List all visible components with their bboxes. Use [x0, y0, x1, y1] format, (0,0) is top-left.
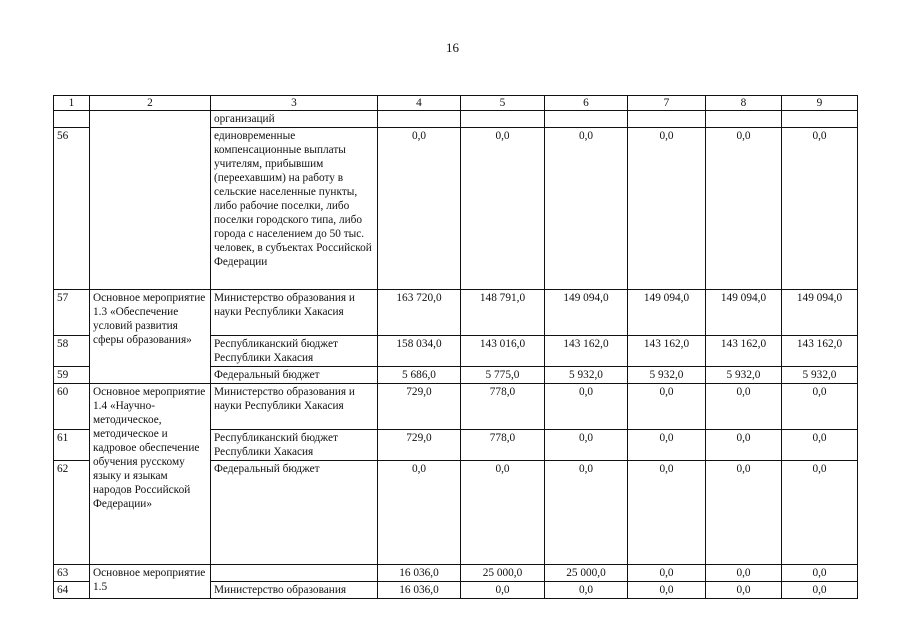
header-cell: 4 [378, 96, 461, 111]
header-cell: 5 [461, 96, 545, 111]
page-number: 16 [446, 40, 459, 55]
value-cell: 163 720,0 [378, 290, 461, 336]
value-cell: 0,0 [706, 582, 782, 599]
value-cell: 0,0 [782, 128, 858, 290]
row-number-cell: 61 [54, 430, 90, 461]
value-cell: 0,0 [706, 461, 782, 565]
value-cell: 0,0 [706, 128, 782, 290]
value-cell: 0,0 [628, 582, 706, 599]
value-cell: 148 791,0 [461, 290, 545, 336]
header-cell: 2 [90, 96, 211, 111]
value-cell: 143 162,0 [628, 336, 706, 367]
value-cell: 0,0 [628, 384, 706, 430]
value-cell: 0,0 [706, 430, 782, 461]
source-cell: Министерство образования и науки Республики Хакасия [211, 290, 378, 336]
value-cell: 5 932,0 [782, 367, 858, 384]
value-cell: 0,0 [545, 384, 628, 430]
value-cell: 143 016,0 [461, 336, 545, 367]
row-number-cell: 58 [54, 336, 90, 367]
value-cell: 0,0 [706, 384, 782, 430]
value-cell: 158 034,0 [378, 336, 461, 367]
table-row [54, 290, 858, 336]
value-cell: 16 036,0 [378, 582, 461, 599]
value-cell: 0,0 [782, 430, 858, 461]
value-cell: 0,0 [782, 582, 858, 599]
header-cell: 6 [545, 96, 628, 111]
source-cell: Министерство образования и науки Республики Хакасия [211, 384, 378, 430]
value-cell: 149 094,0 [706, 290, 782, 336]
value-cell: 729,0 [378, 384, 461, 430]
table-row [54, 128, 858, 290]
value-cell: 0,0 [545, 582, 628, 599]
row-number-cell: 62 [54, 461, 90, 565]
value-cell: 25 000,0 [461, 565, 545, 582]
source-cell: Республиканский бюджет Республики Хакасия [211, 430, 378, 461]
row-number-cell: 59 [54, 367, 90, 384]
value-cell: 0,0 [378, 461, 461, 565]
header-cell: 7 [628, 96, 706, 111]
value-cell: 149 094,0 [628, 290, 706, 336]
table-row [54, 384, 858, 430]
value-cell: 149 094,0 [782, 290, 858, 336]
value-cell: 0,0 [782, 461, 858, 565]
measure-cell [90, 111, 211, 128]
value-cell: 143 162,0 [782, 336, 858, 367]
row-number-cell: 56 [54, 128, 90, 290]
value-cell: 0,0 [545, 430, 628, 461]
value-cell: 0,0 [545, 461, 628, 565]
row-number-cell: 63 [54, 565, 90, 582]
source-cell: Республиканский бюджет Республики Хакасия [211, 336, 378, 367]
header-row [54, 96, 858, 111]
value-cell: 0,0 [461, 582, 545, 599]
measure-cell: Основное мероприятие 1.5 [90, 565, 211, 599]
value-cell: 778,0 [461, 430, 545, 461]
row-number-cell: 64 [54, 582, 90, 599]
value-cell: 0,0 [461, 461, 545, 565]
value-cell: 0,0 [706, 565, 782, 582]
value-cell: 5 686,0 [378, 367, 461, 384]
value-cell: 0,0 [628, 565, 706, 582]
header-cell: 8 [706, 96, 782, 111]
value-cell: 5 932,0 [706, 367, 782, 384]
row-number-cell: 57 [54, 290, 90, 336]
value-cell: 143 162,0 [545, 336, 628, 367]
value-cell: 5 932,0 [628, 367, 706, 384]
value-cell: 0,0 [628, 430, 706, 461]
row-number-cell [54, 111, 90, 128]
value-cell: 0,0 [782, 384, 858, 430]
value-cell: 729,0 [378, 430, 461, 461]
table-row [54, 565, 858, 582]
value-cell: 0,0 [545, 128, 628, 290]
value-cell: 0,0 [628, 128, 706, 290]
value-cell: 5 775,0 [461, 367, 545, 384]
value-cell: 143 162,0 [706, 336, 782, 367]
value-cell: 0,0 [378, 128, 461, 290]
source-cell: Федеральный бюджет [211, 461, 378, 565]
measure-cell: Основное мероприятие 1.3 «Обеспечение условий развития сферы образования» [90, 290, 211, 384]
source-cell: единовременные компенсационные выплаты учителям, прибывшим (переехавшим) на работу в сельские населенные пункты, либо рабочие поселки, либо поселки городского типа, либо города с населением до 50 тыс. человек, в субъектах Российской Федерации [211, 128, 378, 290]
header-cell: 1 [54, 96, 90, 111]
value-cell: 0,0 [782, 565, 858, 582]
value-cell: 0,0 [461, 128, 545, 290]
source-cell: Министерство образования [211, 582, 378, 599]
table-row [54, 111, 858, 128]
value-cell: 149 094,0 [545, 290, 628, 336]
budget-table [53, 95, 858, 599]
source-cell: Федеральный бюджет [211, 367, 378, 384]
source-cell [211, 565, 378, 582]
row-number-cell: 60 [54, 384, 90, 430]
source-cell: организаций [211, 111, 378, 128]
value-cell: 0,0 [628, 461, 706, 565]
value-cell: 16 036,0 [378, 565, 461, 582]
value-cell: 5 932,0 [545, 367, 628, 384]
header-cell: 3 [211, 96, 378, 111]
measure-cell: Основное мероприятие 1.4 «Научно-методическое, методическое и кадровое обеспечение обучения русскому языку и языкам народов Российской Федерации» [90, 384, 211, 565]
value-cell: 778,0 [461, 384, 545, 430]
measure-cell [90, 128, 211, 290]
value-cell: 25 000,0 [545, 565, 628, 582]
header-cell: 9 [782, 96, 858, 111]
